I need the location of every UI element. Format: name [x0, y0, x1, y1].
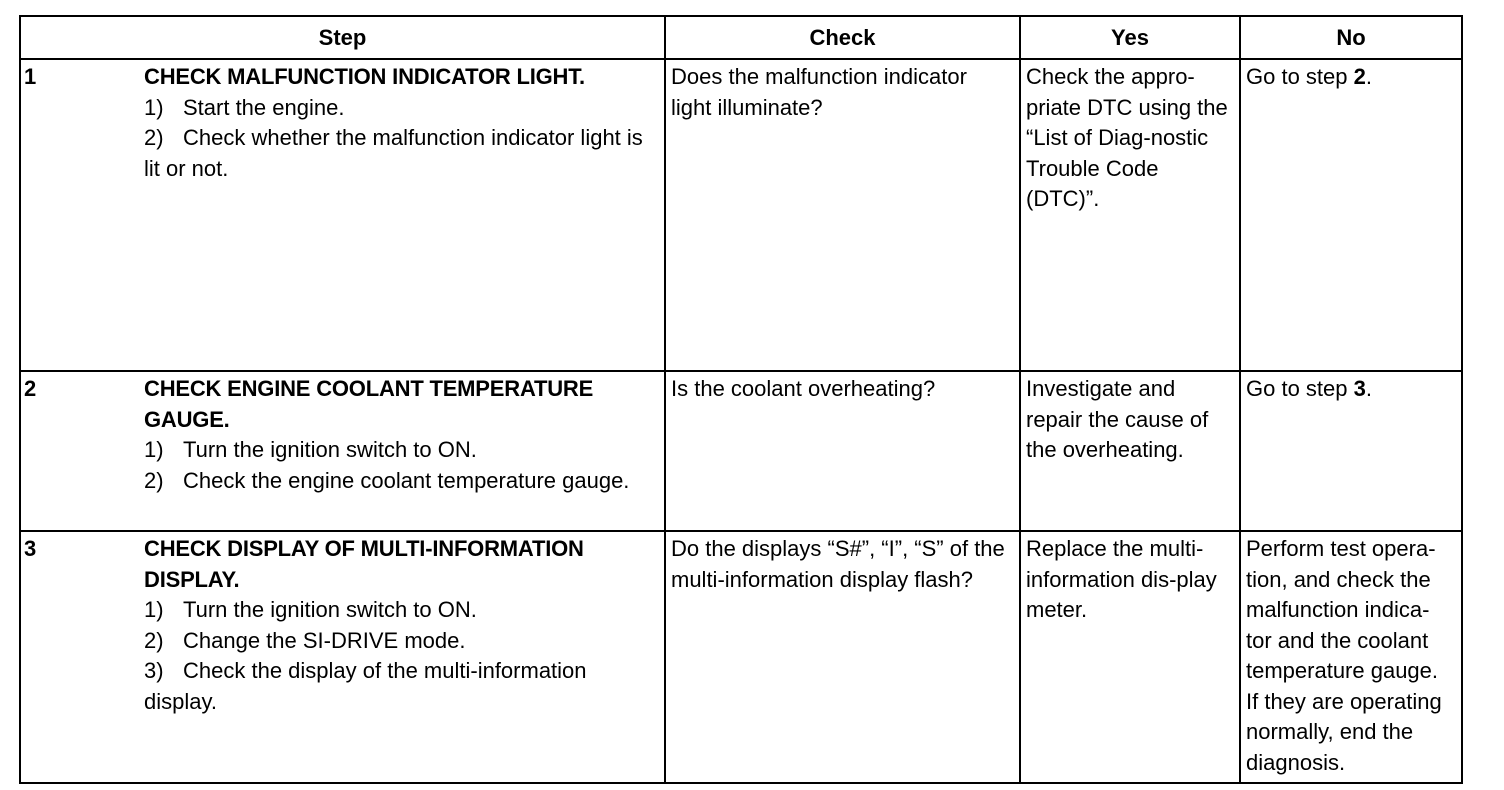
no-step-ref: 2	[1353, 64, 1366, 89]
header-step: Step	[20, 16, 665, 59]
sub-step-number: 2)	[144, 627, 164, 653]
step-cell	[20, 531, 665, 783]
step-number: 2	[24, 376, 37, 401]
step-title: CHECK MALFUNCTION INDICATOR LIGHT.	[144, 64, 585, 89]
no-step-ref: 3	[1353, 376, 1366, 401]
step-number: 3	[24, 536, 37, 561]
sub-step-number: 2)	[144, 467, 164, 493]
sub-step-number: 2)	[144, 125, 164, 150]
no-text: Go to step	[1246, 64, 1354, 89]
sub-step	[144, 466, 658, 497]
no-cell: Perform test opera-tion, and check the malfunction indica-tor and the coolant temperature gauge. If they are operating normally, end the diagnosis.	[1240, 531, 1462, 783]
sub-step	[144, 626, 658, 657]
no-suffix: .	[1365, 64, 1372, 89]
sub-step-text: Turn the ignition switch to ON.	[183, 597, 477, 622]
table-row	[20, 371, 1462, 531]
table-row	[20, 59, 1462, 371]
sub-step	[144, 123, 658, 184]
no-cell	[1240, 371, 1462, 531]
header-yes: Yes	[1020, 16, 1240, 59]
sub-step-number: 1)	[144, 94, 164, 120]
no-cell	[1240, 59, 1462, 371]
diagnosis-table	[19, 15, 1463, 784]
step-title: CHECK ENGINE COOLANT TEMPERATURE GAUGE.	[144, 376, 594, 432]
sub-step	[144, 656, 658, 717]
yes-cell: Replace the multi-information dis-play meter.	[1020, 531, 1240, 783]
check-cell: Does the malfunction indicator light illuminate?	[665, 59, 1020, 371]
no-text: Go to step	[1246, 376, 1354, 401]
sub-step-number: 3)	[144, 658, 164, 683]
step-title: CHECK DISPLAY OF MULTI-INFORMATION DISPLAY.	[144, 536, 584, 592]
sub-step-text: Check the engine coolant temperature gauge.	[183, 467, 630, 493]
header-check: Check	[665, 16, 1020, 59]
sub-step	[144, 93, 658, 124]
table-row	[20, 531, 1462, 783]
sub-step-text: Check whether the malfunction indicator light is lit or not.	[144, 125, 643, 181]
sub-step-text: Change the SI-DRIVE mode.	[183, 627, 466, 653]
no-suffix: .	[1365, 376, 1372, 401]
sub-step-number: 1)	[144, 437, 164, 462]
sub-step-text: Start the engine.	[183, 94, 345, 120]
check-cell: Is the coolant overheating?	[665, 371, 1020, 531]
sub-step	[144, 595, 658, 626]
header-no: No	[1240, 16, 1462, 59]
sub-step	[144, 435, 658, 466]
sub-step-number: 1)	[144, 597, 164, 622]
yes-cell: Check the appro-priate DTC using the “List of Diag-nostic Trouble Code (DTC)”.	[1020, 59, 1240, 371]
yes-cell: Investigate and repair the cause of the overheating.	[1020, 371, 1240, 531]
step-cell	[20, 59, 665, 371]
sub-step-text: Turn the ignition switch to ON.	[183, 437, 477, 462]
check-cell: Do the displays “S#”, “I”, “S” of the multi-information display flash?	[665, 531, 1020, 783]
sub-step-text: Check the display of the multi-information display.	[144, 658, 587, 714]
step-number: 1	[24, 64, 37, 89]
step-cell	[20, 371, 665, 531]
table-header-row	[20, 16, 1462, 59]
